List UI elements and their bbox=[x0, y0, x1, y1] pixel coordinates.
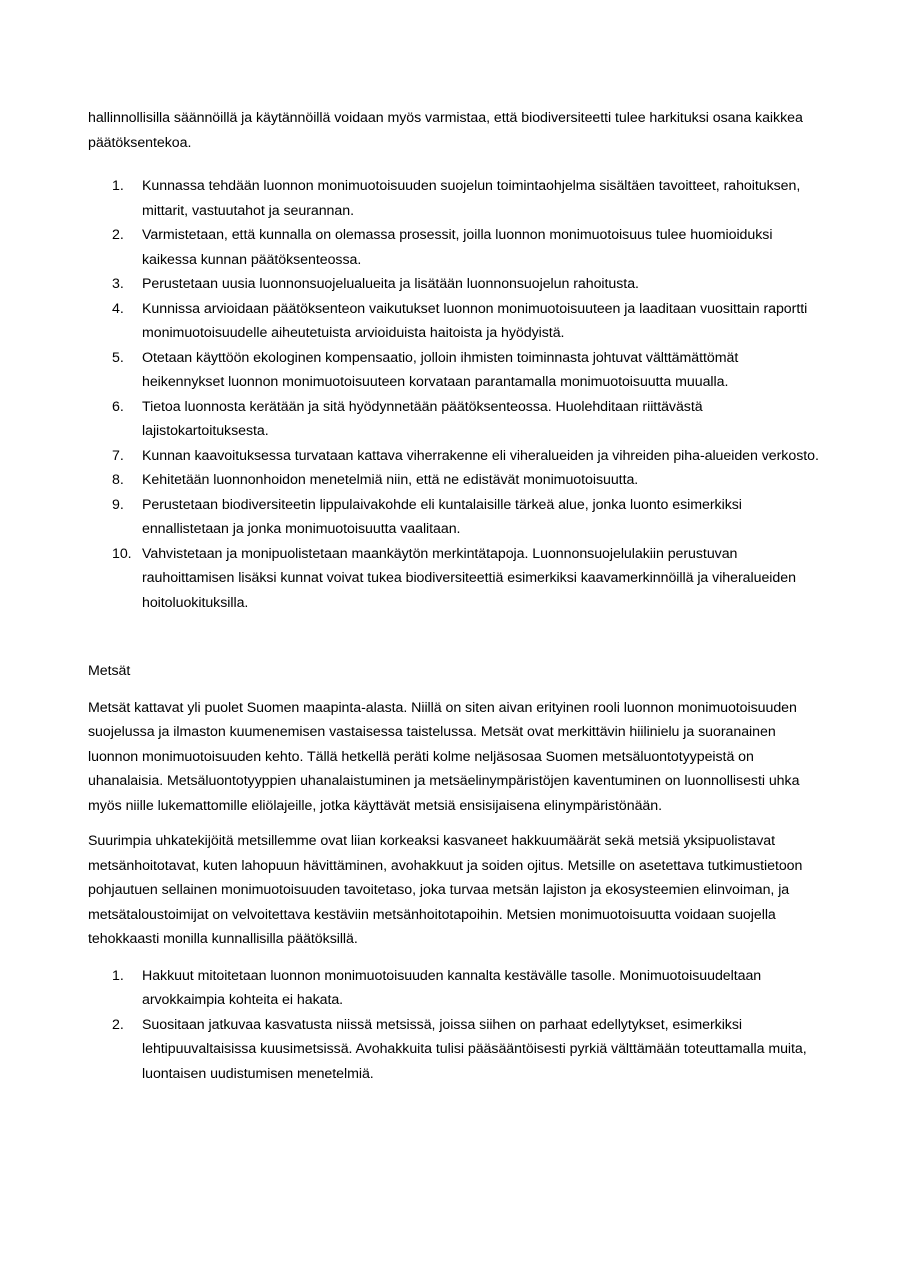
forest-actions-list bbox=[88, 964, 823, 1087]
list-number: 1. bbox=[112, 967, 124, 984]
list-number: 2. bbox=[112, 227, 124, 243]
list-item bbox=[88, 272, 823, 297]
list-item bbox=[88, 964, 823, 1013]
list-item bbox=[88, 174, 823, 223]
list-item-text: Vahvistetaan ja monipuolistetaan maankäytön merkintätapoja. Luonnonsuojelulakiin perustuvan rauhoittamisen lisäksi kunnat voivat tukea biodiversiteettiä esimerkiksi kaavamerkinnöillä ja viheralueiden hoitoluokituksilla. bbox=[142, 545, 796, 611]
list-item-text: Hakkuut mitoitetaan luonnon monimuotoisuuden kannalta kestävälle tasolle. Monimuotoisuudeltaan arvokkaimpia kohteita ei hakata. bbox=[142, 967, 762, 1008]
intro-paragraph: hallinnollisilla säännöillä ja käytännöillä voidaan myös varmistaa, että biodiversiteetti tulee harkituksi osana kaikkea päätöksentekoa. bbox=[88, 110, 803, 151]
list-item bbox=[88, 1013, 823, 1087]
list-number: 9. bbox=[112, 496, 124, 513]
list-item-text: Suositaan jatkuvaa kasvatusta niissä metsissä, joissa siihen on parhaat edellytykset, esimerkiksi lehtipuuvaltaisissa kuusimetsissä. Avohakkuita tulisi pääsääntöisesti pyrkiä välttämään toteuttamalla muita, luontaisen uudistumisen menetelmiä. bbox=[142, 1016, 807, 1082]
section-heading: Metsät bbox=[88, 663, 131, 679]
municipal-actions-list bbox=[88, 174, 823, 615]
list-item-text: Kunnassa tehdään luonnon monimuotoisuuden suojelun toimintaohjelma sisältäen tavoitteet, rahoituksen, mittarit, vastuutahot ja seurannan. bbox=[142, 178, 801, 219]
list-number: 3. bbox=[112, 276, 124, 292]
list-item-text: Perustetaan biodiversiteetin lippulaivakohde eli kuntalaisille tärkeä alue, jonka luonto esimerkiksi ennallistetaan ja jonka monimuotoisuutta vaalitaan. bbox=[142, 496, 742, 537]
list-item bbox=[88, 444, 823, 469]
list-number: 6. bbox=[112, 398, 124, 415]
list-item bbox=[88, 493, 823, 542]
list-number: 7. bbox=[112, 447, 124, 464]
list-item-text: Perustetaan uusia luonnonsuojelualueita ja lisätään luonnonsuojelun rahoitusta. bbox=[142, 276, 639, 292]
list-item-text: Kehitetään luonnonhoidon menetelmiä niin, että ne edistävät monimuotoisuutta. bbox=[142, 472, 639, 488]
list-item-text: Tietoa luonnosta kerätään ja sitä hyödynnetään päätöksenteossa. Huolehditaan riittävästä lajistokartoituksesta. bbox=[142, 398, 703, 439]
document-page bbox=[88, 106, 823, 1086]
list-item-text: Kunnissa arvioidaan päätöksenteon vaikutukset luonnon monimuotoisuuteen ja laaditaan vuosittain raportti monimuotoisuudelle aiheutetuista arvioiduista haitoista ja hyödyistä. bbox=[142, 300, 808, 341]
list-number: 5. bbox=[112, 349, 124, 366]
list-number: 4. bbox=[112, 300, 124, 317]
list-item-text: Otetaan käyttöön ekologinen kompensaatio, jolloin ihmisten toiminnasta johtuvat välttämättömät heikennykset luonnon monimuotoisuuteen korvataan parantamalla monimuotoisuutta muualla. bbox=[142, 349, 739, 390]
list-item bbox=[88, 395, 823, 444]
body-paragraph: Suurimpia uhkatekijöitä metsillemme ovat liian korkeaksi kasvaneet hakkuumäärät sekä metsiä yksipuolistavat metsänhoitotavat, kuten lahopuun hävittäminen, avohakkuut ja soiden ojitus. Metsille on asetettava tutkimustietoon pohjautuen sellainen monimuotoisuuden tavoitetaso, joka turvaa metsän lajiston ja ekosysteemien elinvoiman, ja metsätaloustoimijat on velvoitettava kestäviin metsänhoitotapoihin. Metsien monimuotoisuutta voidaan suojella tehokkaasti monilla kunnallisilla päätöksillä. bbox=[88, 833, 803, 947]
list-item bbox=[88, 542, 823, 616]
list-item bbox=[88, 223, 823, 272]
list-number: 1. bbox=[112, 178, 124, 194]
section-spacer bbox=[88, 615, 823, 659]
list-item bbox=[88, 346, 823, 395]
body-paragraph: Metsät kattavat yli puolet Suomen maapinta-alasta. Niillä on siten aivan erityinen rooli luonnon monimuotoisuuden suojelussa ja ilmaston kuumenemisen vastaisessa taistelussa. Metsät ovat merkittävin hiilinielu ja suoranainen luonnon monimuotoisuuden kehto. Tällä hetkellä peräti kolme neljäsosaa Suomen metsäluontotyypeistä on uhanalaisia. Metsäluontotyyppien uhanalaistuminen ja metsäelinympäristöjen kaventuminen on luonnollisesti uhka myös niille lukemattomille eliölajeille, jotka käyttävät metsiä ensisijaisena elinympäristönään. bbox=[88, 699, 800, 814]
list-number: 8. bbox=[112, 472, 124, 488]
list-number: 2. bbox=[112, 1016, 124, 1033]
list-number: 10. bbox=[112, 545, 132, 562]
list-item-text: Kunnan kaavoituksessa turvataan kattava viherrakenne eli viheralueiden ja vihreiden piha-alueiden verkosto. bbox=[142, 447, 819, 464]
list-item bbox=[88, 297, 823, 346]
list-item bbox=[88, 468, 823, 493]
list-item-text: Varmistetaan, että kunnalla on olemassa prosessit, joilla luonnon monimuotoisuus tulee huomioiduksi kaikessa kunnan päätöksenteossa. bbox=[142, 227, 773, 268]
